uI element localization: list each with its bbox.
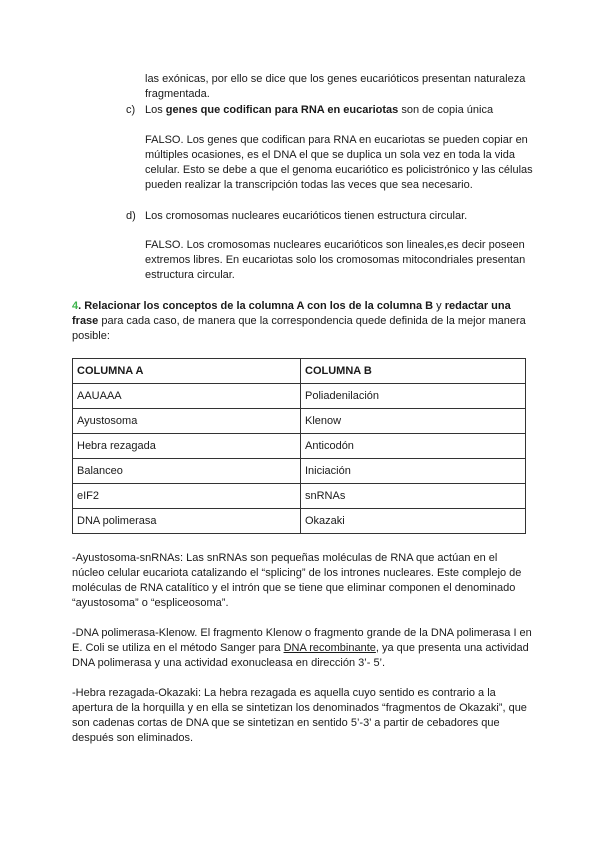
- question-bold-2: redactar una frase: [72, 300, 511, 327]
- header-column-a: COLUMNA A: [73, 359, 301, 384]
- paragraph-hebra-rezagada: -Hebra rezagada-Okazaki: La hebra rezagada es aquella cuyo sentido es contrario a la apertura de la horquilla y en ella se sintetizan los denominados “fragmentos de Okazaki”, que son cadenas cortas de DNA que se sintetizan en sentido 5’-3’ a partir de cebadores que después son eliminados.: [72, 687, 527, 744]
- item-c-statement: [145, 103, 535, 118]
- cell-a: Balanceo: [73, 459, 301, 484]
- question-number: 4: [72, 300, 79, 312]
- dna-recombinante-link[interactable]: DNA recombinante: [283, 642, 376, 654]
- table-row: [73, 484, 526, 509]
- item-c-post: son de copia única: [398, 104, 494, 116]
- cell-b: Poliadenilación: [301, 384, 526, 409]
- continuation-text: las exónicas, por ello se dice que los genes eucarióticos presentan naturaleza fragmentada.: [145, 73, 526, 100]
- question-bold-1: . Relacionar los conceptos de la columna A con los de la columna B: [78, 300, 434, 312]
- table-row: [73, 384, 526, 409]
- dna-post: , ya que presenta una actividad DNA polimerasa y una actividad exonucleasa en dirección 3’- 5’.: [72, 642, 529, 669]
- cell-b: Anticodón: [301, 434, 526, 459]
- paragraph-dna-polimerasa: [72, 626, 532, 671]
- item-c-bold: genes que codifican para RNA en eucariotas: [165, 104, 399, 116]
- item-d-marker: d): [126, 210, 136, 222]
- header-column-b: COLUMNA B: [301, 359, 526, 384]
- cell-a: DNA polimerasa: [73, 509, 301, 534]
- table-row: [73, 509, 526, 534]
- cell-a: Hebra rezagada: [73, 434, 301, 459]
- table-row: [73, 434, 526, 459]
- cell-b: Okazaki: [301, 509, 526, 534]
- cell-b: Klenow: [301, 409, 526, 434]
- item-d-statement: Los cromosomas nucleares eucarióticos tienen estructura circular.: [145, 210, 468, 222]
- table-row: [73, 459, 526, 484]
- cell-a: AAUAAA: [73, 384, 301, 409]
- item-c-answer: FALSO. Los genes que codifican para RNA en eucariotas se pueden copiar en múltiples ocasiones, es el DNA el que se duplica un sola vez en toda la vida celular. Esto se debe a que el genoma eucariótico es policistrónico y las células pueden realizar la transcripción todas las veces que sea necesario.: [145, 134, 533, 191]
- cell-a: Ayustosoma: [73, 409, 301, 434]
- item-d-answer: FALSO. Los cromosomas nucleares eucarióticos son lineales,es decir poseen extremos libres. En eucariotas solo los cromosomas mitocondriales presentan estructura circular.: [145, 239, 526, 281]
- question-4: [72, 299, 532, 344]
- cell-a: eIF2: [73, 484, 301, 509]
- table-row: [73, 409, 526, 434]
- cell-b: Iniciación: [301, 459, 526, 484]
- item-c-pre: Los: [145, 104, 166, 116]
- item-c-marker: c): [126, 104, 136, 116]
- cell-b: snRNAs: [301, 484, 526, 509]
- paragraph-ayustosoma: -Ayustosoma-snRNAs: Las snRNAs son pequeñas moléculas de RNA que actúan en el núcleo celular eucariota catalizando el “splicing” de los intrones nucleares. Este complejo de moléculas de RNA catalítico y el intrón que se tiene que eliminar componen el denominado “ayustosoma” o “espliceosoma”.: [72, 552, 522, 609]
- question-rest: para cada caso, de manera que la correspondencia quede definida de la mejor manera posible:: [72, 315, 526, 342]
- dna-pre: -DNA polimerasa-Klenow. El fragmento Klenow o fragmento grande de la DNA polimerasa I en E. Coli se utiliza en el método Sanger para: [72, 627, 532, 654]
- question-mid: y: [433, 300, 445, 312]
- table-header-row: [73, 359, 526, 384]
- matching-table: [72, 358, 526, 534]
